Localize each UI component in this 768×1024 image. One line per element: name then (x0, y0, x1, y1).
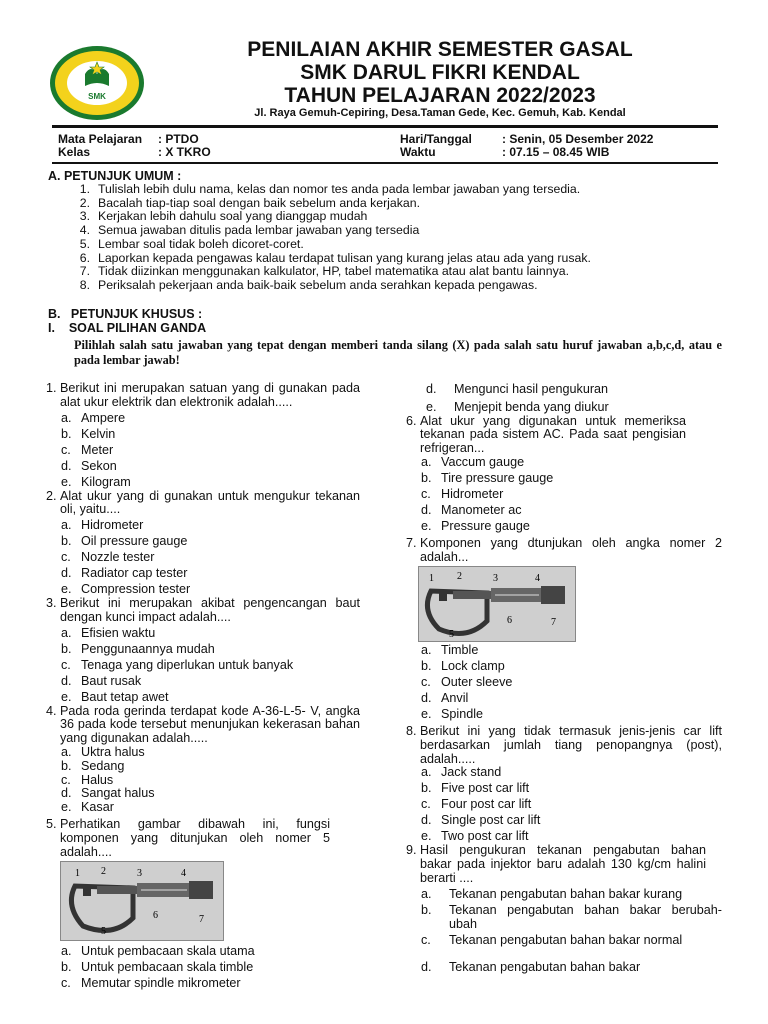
figure-label: 3 (493, 573, 498, 585)
option: b. Penggunaannya mudah (61, 641, 215, 656)
option: e. Kasar (61, 800, 114, 815)
right-column (406, 383, 722, 975)
option: c. Meter (61, 442, 114, 457)
exam-title: PENILAIAN AKHIR SEMESTER GASAL (247, 38, 633, 61)
option: a. Timble (421, 643, 479, 658)
option: c. Hidrometer (421, 486, 504, 501)
option: a. Uktra halus (61, 744, 145, 759)
micrometer-figure (60, 861, 224, 941)
option: a. Efisien waktu (61, 625, 156, 640)
option: e. Pressure gauge (421, 518, 530, 533)
question-2: 2. Alat ukur yang di gunakan untuk mengukur tekanan oli, yaitu.... (46, 488, 360, 517)
answer-instruction: Pilihlah salah satu jawaban yang tepat dengan memberi tanda silang (X) pada salah satu huruf jawaban a,b,c,d, atau e pada lembar jawab! (74, 338, 722, 367)
list-item (62, 197, 591, 211)
option: c. Halus (61, 772, 114, 787)
section-title: I. SOAL PILIHAN GANDA (48, 321, 207, 335)
option: a. Ampere (61, 410, 126, 425)
figure-label: 7 (551, 617, 556, 629)
question-4: 4. Pada roda gerinda terdapat kode A-36-L-5- V, angka 36 pada kode tersebut menunjukan kekerasan bahan yang digunakan adalah..... (46, 703, 360, 746)
option: e. Compression tester (61, 582, 191, 597)
option: d. Sangat halus (61, 786, 155, 801)
question-6: 6. Alat ukur yang digunakan untuk memeriksa tekanan pada sistem AC. Pada saat pengisian refrigeran... (406, 413, 686, 456)
option: e. Kilogram (61, 474, 131, 489)
option: c. Outer sleeve (421, 675, 513, 690)
option: a. Vaccum gauge (421, 454, 525, 469)
item-text: Kerjakan lebih dahulu soal yang dianggap mudah (98, 209, 368, 224)
school-address: Jl. Raya Gemuh-Cepiring, Desa.Taman Gede, Kec. Gemuh, Kab. Kendal (254, 107, 626, 119)
option: b. Untuk pembacaan skala timble (61, 960, 254, 975)
figure-label: 7 (199, 914, 204, 926)
general-instructions (62, 183, 591, 293)
figure-label: 2 (457, 571, 462, 583)
option: d. Sekon (61, 458, 117, 473)
list-item (62, 265, 591, 279)
option: c. Four post car lift (421, 797, 532, 812)
figure-label: 6 (507, 615, 512, 627)
info-divider (52, 162, 718, 164)
option: c. Tekanan pengabutan bahan bakar normal (421, 932, 683, 947)
subject-label: Mata Pelajaran (58, 132, 143, 146)
class-value: : X TKRO (158, 145, 211, 159)
option: c. Nozzle tester (61, 550, 155, 565)
option: d. Baut rusak (61, 673, 142, 688)
special-heading: B. PETUNJUK KHUSUS : (48, 307, 203, 321)
figure-label: 1 (75, 868, 80, 880)
item-text: Tulislah lebih dulu nama, kelas dan nomor tes anda pada lembar jawaban yang tersedia. (98, 182, 581, 196)
school-year: TAHUN PELAJARAN 2022/2023 (284, 84, 596, 107)
question-9: 9. Hasil pengukuran tekanan pengabutan bahan bakar pada injektor baru adalah 130 kg/cm halini berarti .... (406, 843, 706, 885)
school-name: SMK DARUL FIKRI KENDAL (300, 61, 580, 84)
item-text: Semua jawaban ditulis pada lembar jawaban yang tersedia (98, 223, 420, 238)
option: b. Tire pressure gauge (421, 470, 554, 485)
list-item (62, 279, 591, 293)
item-number: 4. (79, 223, 90, 238)
list-item (62, 252, 591, 266)
figure-label: 3 (137, 868, 142, 880)
option: b. Tekanan pengabutan bahan bakar berubah- ubah (421, 902, 722, 931)
option: d. Anvil (421, 691, 469, 706)
item-number: 2. (79, 195, 90, 210)
list-item (62, 183, 591, 197)
item-text: Bacalah tiap-tiap soal dengan baik sebelum anda kerjakan. (98, 195, 420, 210)
question-8: 8. Berikut ini yang tidak termasuk jenis-jenis car lift berdasarkan jumlah tiang penopangnya (post), adalah..... (406, 724, 722, 766)
option: d. Mengunci hasil pengukuran (426, 382, 609, 396)
option: d. Radiator cap tester (61, 566, 188, 581)
left-column (46, 382, 360, 991)
option: b. Oil pressure gauge (61, 534, 188, 549)
item-number: 1. (79, 182, 90, 196)
logo-text: SMK (88, 92, 106, 101)
option: d. Manometer ac (421, 502, 522, 517)
figure-label: 4 (535, 573, 540, 585)
option: e. Baut tetap awet (61, 689, 169, 704)
school-logo (48, 44, 146, 122)
question-5: 5. Perhatikan gambar dibawah ini, fungsi komponen yang ditunjukan oleh nomer 5 adalah.... (46, 816, 330, 859)
time-label: Waktu (400, 145, 436, 159)
option: d. Single post car lift (421, 813, 541, 828)
date-value: : Senin, 05 Desember 2022 (502, 132, 654, 146)
option: a. Tekanan pengabutan bahan bakar kurang (421, 886, 683, 901)
item-number: 3. (79, 209, 90, 224)
option: a. Hidrometer (61, 518, 144, 533)
option: e. Two post car lift (421, 829, 529, 844)
item-number: 5. (79, 236, 90, 251)
item-number: 7. (79, 264, 90, 279)
list-item (62, 224, 591, 238)
option: b. Sedang (61, 758, 125, 773)
option: c. Memutar spindle mikrometer (61, 976, 241, 991)
figure-label: 1 (429, 573, 434, 585)
item-text: Lembar soal tidak boleh dicoret-coret. (98, 236, 304, 251)
figure-label: 4 (181, 868, 186, 880)
item-text: Laporkan kepada pengawas kalau terdapat tulisan yang kurang jelas atau ada yang rusak. (98, 250, 591, 265)
item-text: Periksalah pekerjaan anda baik-baik sebelum anda serahkan kepada pengawas. (98, 277, 538, 292)
date-label: Hari/Tanggal (400, 132, 472, 146)
item-number: 6. (79, 250, 90, 265)
question-1: 1. Berikut ini merupakan satuan yang di gunakan pada alat ukur elektrik dan elektronik adalah..... (46, 381, 360, 409)
class-label: Kelas (58, 145, 91, 159)
subject-value: : PTDO (158, 132, 199, 146)
figure-label: 2 (101, 866, 106, 878)
list-item (62, 210, 591, 224)
option: b. Five post car lift (421, 781, 530, 796)
list-item (62, 238, 591, 252)
item-text: Tidak diizinkan menggunakan kalkulator, HP, tabel matematika atau alat bantu lainnya. (98, 264, 569, 279)
option: e. Spindle (421, 707, 484, 722)
option: e. Menjepit benda yang diukur (426, 399, 609, 414)
option: b. Kelvin (61, 426, 116, 441)
option: d. Tekanan pengabutan bahan bakar (421, 960, 641, 975)
figure-label: 5 (101, 926, 106, 938)
header-divider (52, 125, 718, 128)
general-heading: A. PETUNJUK UMUM : (48, 169, 182, 183)
option: a. Jack stand (421, 765, 502, 780)
figure-label: 6 (153, 910, 158, 922)
item-number: 8. (79, 277, 90, 292)
question-7: 7. Komponen yang dtunjukan oleh angka nomer 2 adalah... (406, 535, 722, 564)
option: c. Tenaga yang diperlukan untuk banyak (61, 657, 294, 672)
figure-label: 5 (449, 629, 454, 641)
micrometer-figure (418, 566, 576, 642)
question-3: 3. Berikut ini merupakan akibat pengencangan baut dengan kunci impact adalah.... (46, 596, 360, 624)
time-value: : 07.15 – 08.45 WIB (502, 145, 610, 159)
option: a. Untuk pembacaan skala utama (61, 944, 255, 959)
option: b. Lock clamp (421, 659, 505, 674)
